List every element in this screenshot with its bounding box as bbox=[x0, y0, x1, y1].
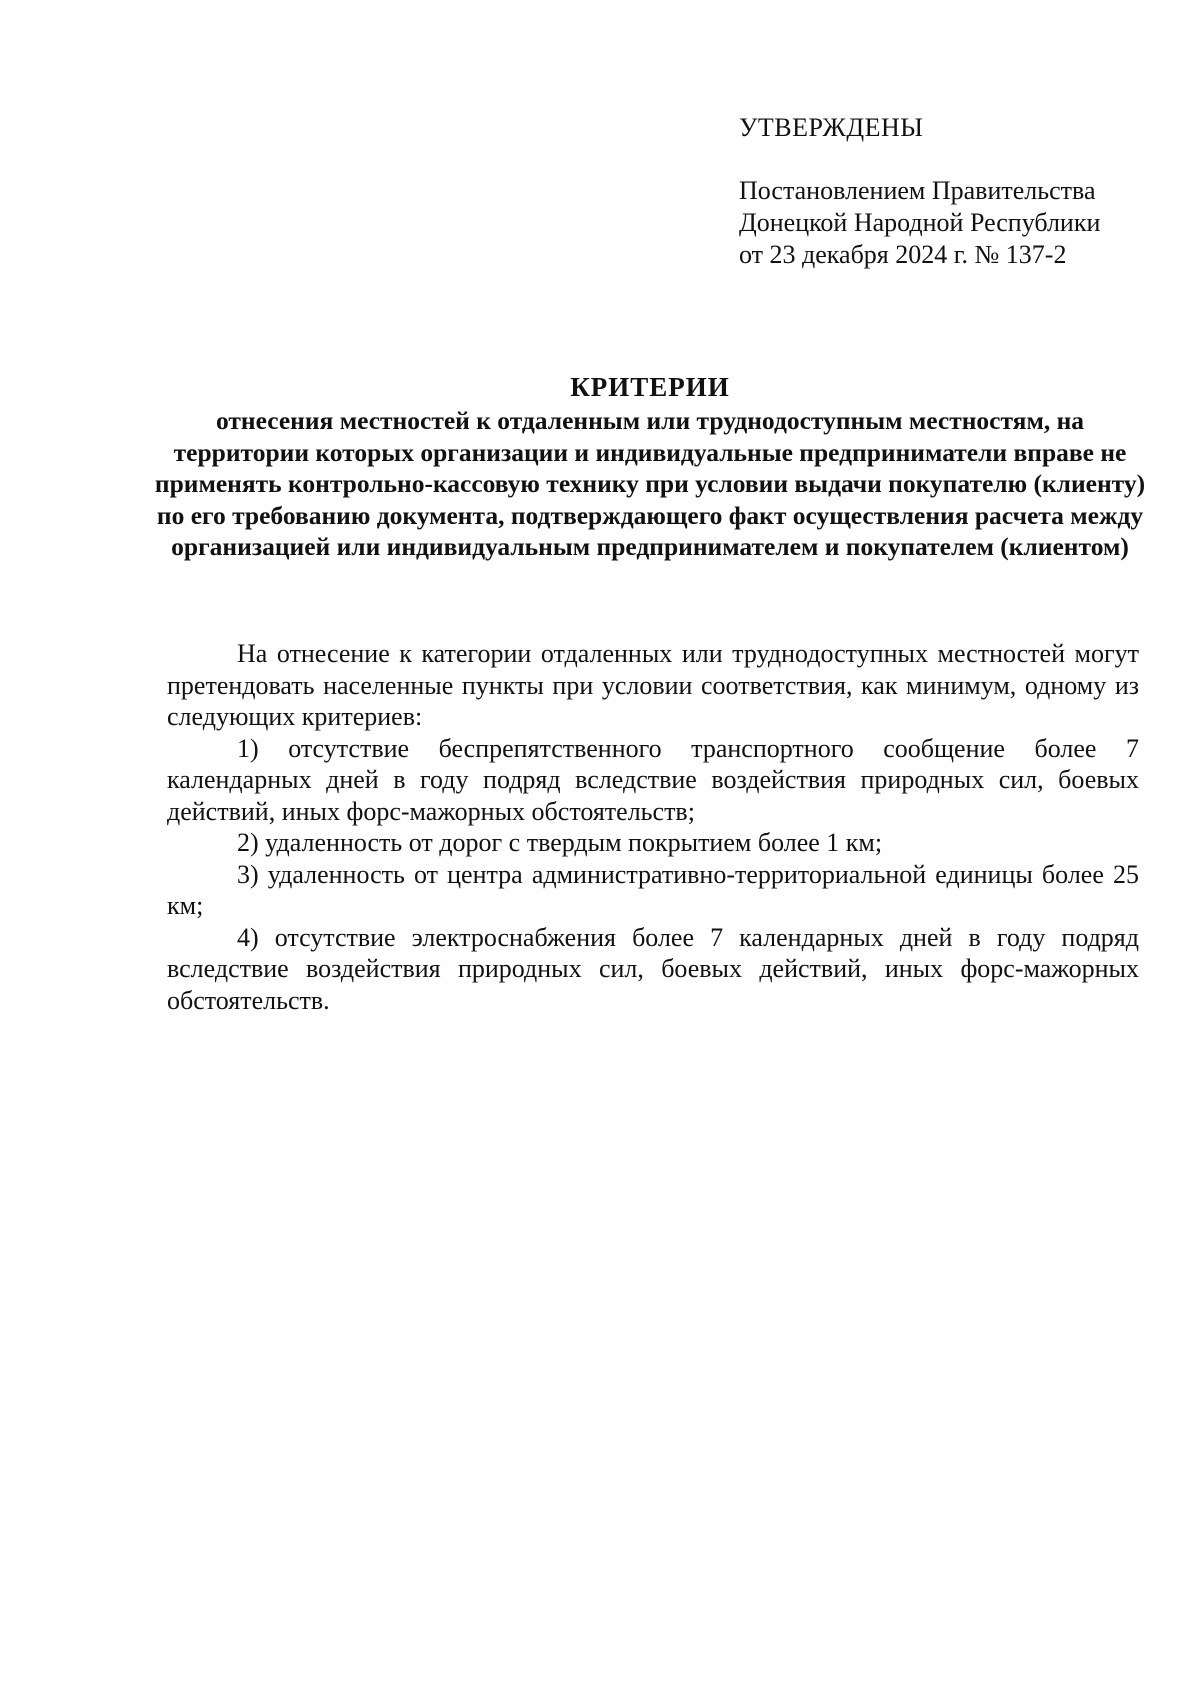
approval-line-1: Постановлением Правительства bbox=[739, 176, 1096, 205]
criterion-item-4: 4) отсутствие электроснабжения более 7 календарных дней в году подряд вследствие воздействия природных сил, боевых действий, иных форс-мажорных обстоятельств. bbox=[167, 922, 1139, 1015]
criterion-item-3: 3) удаленность от центра административно-территориальной единицы более 25 км; bbox=[167, 859, 1139, 920]
document-title: КРИТЕРИИ bbox=[570, 372, 730, 402]
document-heading bbox=[150, 371, 1150, 563]
approval-block bbox=[739, 112, 1159, 271]
criterion-item-1: 1) отсутствие беспрепятственного транспортного сообщение более 7 календарных дней в году подряд вследствие воздействия природных сил, боевых действий, иных форс-мажорных обстоятельств; bbox=[167, 733, 1139, 826]
document-body bbox=[167, 638, 1139, 1016]
criterion-item-2: 2) удаленность от дорог с твердым покрытием более 1 км; bbox=[237, 828, 883, 857]
intro-paragraph: На отнесение к категории отдаленных или труднодоступных местностей могут претендовать населенные пункты при условии соответствия, как минимум, одному из следующих критериев: bbox=[167, 639, 1139, 731]
approval-stamp: УТВЕРЖДЕНЫ bbox=[739, 113, 924, 142]
approval-line-2: Донецкой Народной Республики bbox=[739, 208, 1101, 237]
approval-line-3: от 23 декабря 2024 г. № 137-2 bbox=[739, 240, 1067, 269]
document-subtitle: отнесения местностей к отдаленным или труднодоступным местностям, на территории которых организации и индивидуальные предприниматели вправе не применять контрольно-кассовую технику при условии выдачи покупателю (клиенту) по его требованию документа, подтверждающего факт осуществления расчета между организацией или индивидуальным предпринимателем и покупателем (клиентом) bbox=[154, 406, 1146, 561]
